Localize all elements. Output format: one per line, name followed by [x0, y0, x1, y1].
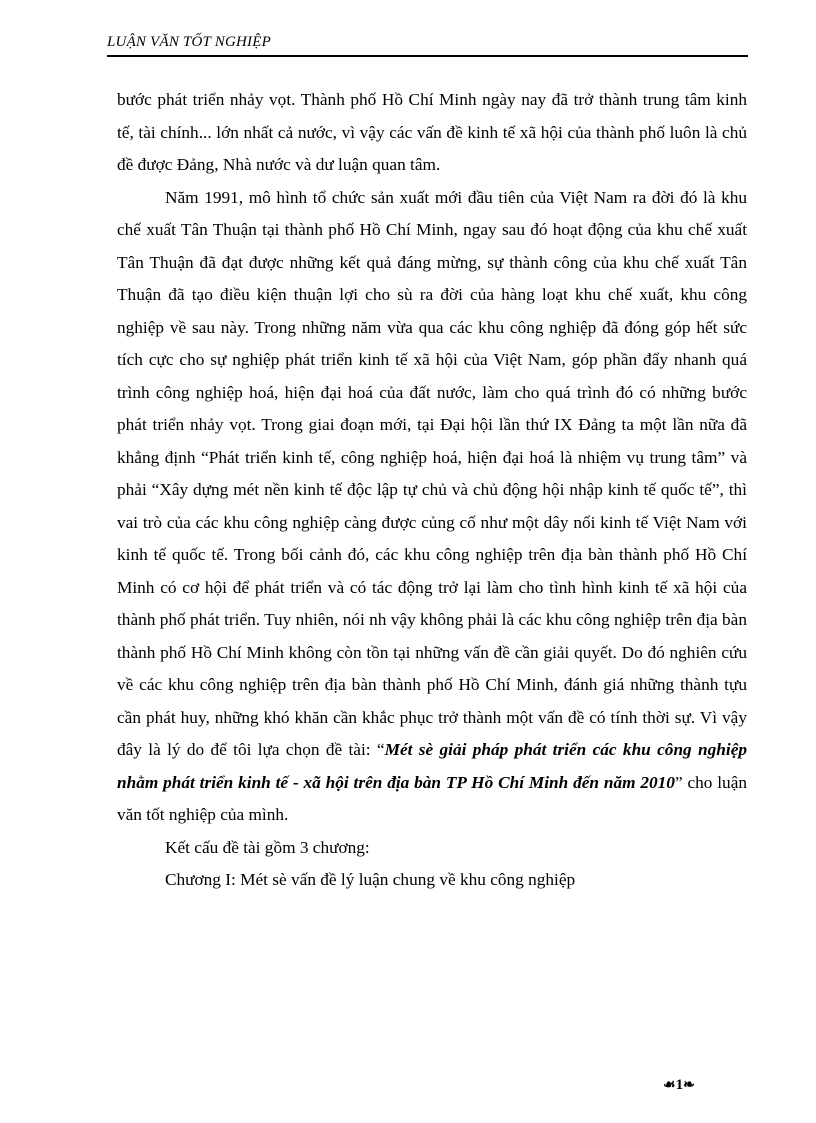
- page-number-value: 1: [675, 1077, 684, 1093]
- paragraph-1: bước phát triển nhảy vọt. Thành phố Hồ Chí Minh ngày nay đã trở thành trung tâm kinh tế, tài chính... lớn nhất cả nước, vì vậy các vấn đề kinh tế xã hội của thành phố luôn là chủ đề được Đảng, Nhà nước và dư luận quan tâm.: [117, 90, 747, 174]
- paragraph-2-tail: ” cho luận văn tốt nghiệp của mình.: [117, 772, 748, 824]
- header-rule: [107, 55, 748, 57]
- running-header-title: LUẬN VĂN TỐT NGHIỆP: [107, 34, 271, 50]
- ornament-left-icon: ☙: [663, 1078, 676, 1093]
- ornament-right-icon: ❧: [683, 1078, 695, 1093]
- body-text: [117, 84, 747, 897]
- paragraph-2: [117, 182, 747, 832]
- thesis-title: Mét sè giải pháp phát triển các khu công nghiệp nhằm phát triển kinh tế - xã hội trên địa bàn TP Hồ Chí Minh đến năm 2010: [117, 740, 748, 792]
- paragraph-2-text: Năm 1991, mô hình tổ chức sản xuất mới đầu tiên của Việt Nam ra đời đó là khu chế xuất Tân Thuận tại thành phố Hồ Chí Minh, ngay sau đó hoạt động của khu chế xuất Tân Thuận đã đạt được những kết quả đáng mừng, sự thành công của khu chế xuất Tân Thuận đã tạo điều kiện thuận lợi cho sù ra đời của hàng loạt khu chế xuất, khu công nghiệp về sau này. Trong những năm vừa qua các khu công nghiệp đã đóng góp hết sức tích cực cho sự nghiệp phát triển kinh tế xã hội của Việt Nam, góp phần đẩy nhanh quá trình công nghiệp hoá, hiện đại hoá của đất nước, làm cho quá trình đó có những bước phát triển nhảy vọt. Trong giai đoạn mới, tại Đại hội lần thứ IX Đảng ta một lần nữa đã khẳng định “Phát triển kinh tế, công nghiệp hoá, hiện đại hoá là nhiệm vụ trung tâm” và phải “Xây dựng mét nền kinh tế độc lập tự chủ và chủ động hội nhập kinh tế quốc tế”, thì vai trò của các khu công nghiệp càng được củng cố như một dây nối kinh tế Việt Nam với kinh tế quốc tế. Trong bối cảnh đó, các khu công nghiệp trên địa bàn thành phố Hồ Chí Minh có cơ hội để phát triển và có tác động trở lại làm cho tình hình kinh tế xã hội của thành phố phát triển. Tuy nhiên, nói nh vậy không phải là các khu công nghiệp trên địa bàn thành phố Hồ Chí Minh không còn tồn tại những vấn đề cần giải quyết. Do đó nghiên cứu về các khu công nghiệp trên địa bàn thành phố Hồ Chí Minh, đánh giá những thành tựu cần phát huy, những khó khăn cần khắc phục trở thành một vấn đề có tính thời sự. Vì vậy đây là lý do để tôi lựa chọn đề tài: “: [117, 187, 747, 759]
- paragraph-4: Chương I: Mét sè vấn đề lý luận chung về khu công nghiệp: [165, 870, 576, 889]
- page-number: [663, 1077, 695, 1094]
- paragraph-3: Kết cấu đề tài gồm 3 chương:: [165, 837, 370, 857]
